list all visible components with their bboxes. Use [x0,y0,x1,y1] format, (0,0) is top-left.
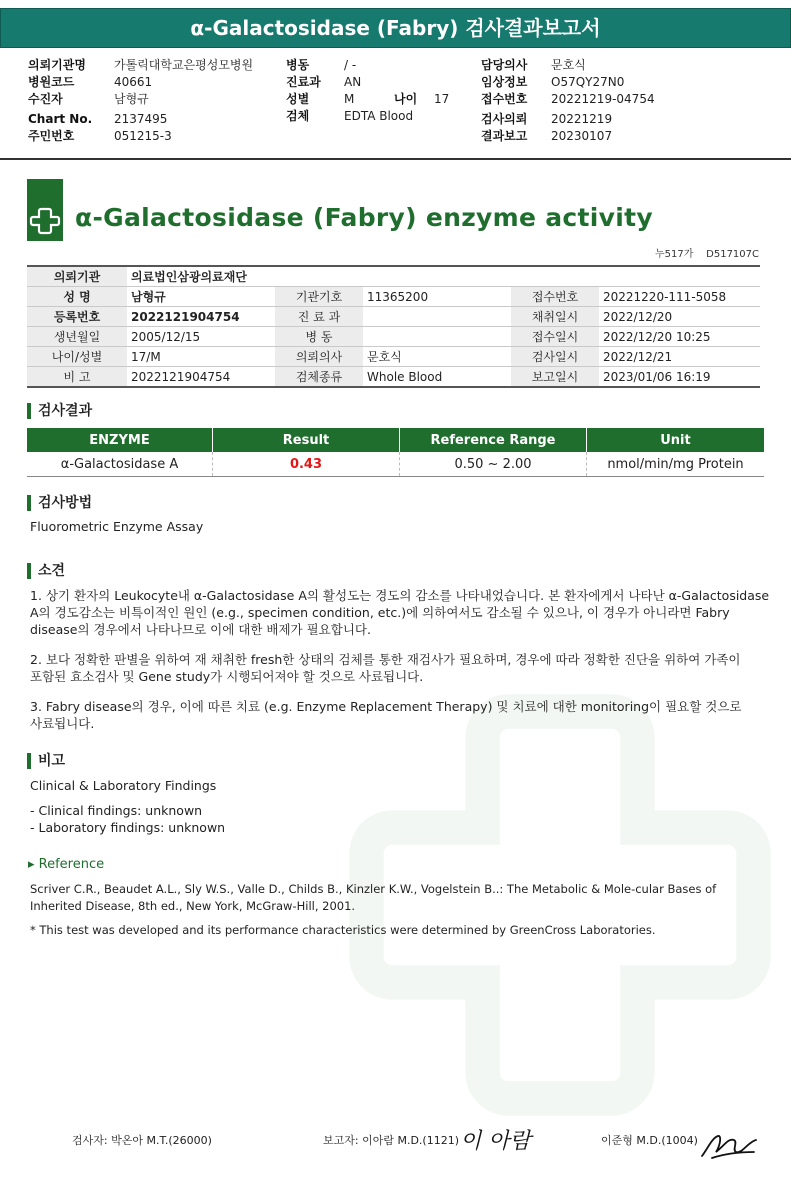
institution-cell-label: 의뢰기관 [27,266,127,287]
director-signature-label: 이준형 M.D.(1004) [601,1134,698,1147]
code-right: D517107C [706,249,759,260]
range-cell: 0.50 ~ 2.00 [400,452,587,477]
finding-1-line-2: A의 경도감소는 비특이적인 원인 (e.g., specimen condition, etc.)에 의하여서도 감소될 수 있으나, 이 경우가 아니라면 Fabry [30,605,730,620]
tester-signature-label: 검사자: 박온아 M.T.(26000) [72,1134,212,1147]
resident-no-label: 주민번호 [28,129,75,143]
note-value: 2022121904754 [127,367,275,388]
tested-label: 검사일시 [511,347,599,367]
specimen-label: 검체 [286,109,310,123]
remarks-heading: Clinical & Laboratory Findings [30,778,217,793]
header-divider [0,158,791,160]
header-range: Reference Range [400,428,587,452]
age-label: 나이 [394,92,418,106]
finding-2-line-1: 2. 보다 정확한 판별을 위하여 재 채취한 fresh한 상태의 검체를 통한 재검사가 필요하며, 경우에 따라 정확한 진단을 위하여 가족이 [30,652,741,667]
reg-label: 등록번호 [27,307,127,327]
header-enzyme: ENZYME [27,428,213,452]
patient-info-table [27,265,760,388]
reporter-handwritten-signature: 이 아람 [460,1129,531,1154]
header-col-3 [481,57,655,145]
finding-2 [30,651,741,685]
request-date-label: 검사의뢰 [481,112,528,126]
laboratory-findings: - Laboratory findings: unknown [30,820,226,835]
ward-value: / - [344,58,357,72]
dob-label: 생년월일 [27,327,127,347]
method-text: Fluorometric Enzyme Assay [30,519,204,534]
table-row [27,327,760,347]
reference-line-2: Inherited Disease, 8th ed., New York, McGraw-Hill, 2001. [30,899,356,913]
doctor-value: 문호식 [551,58,586,72]
reported-label: 보고일시 [511,367,599,388]
chart-no-value: 2137495 [114,112,168,126]
dept-value [363,307,511,327]
lab-logo [27,179,63,241]
sex-value: M [344,92,355,106]
inst-code-value: 11365200 [363,287,511,307]
table-row [27,266,760,287]
hospital-code-label: 병원코드 [28,75,75,89]
reference-line-1: Scriver C.R., Beaudet A.L., Sly W.S., Valle D., Childs B., Kinzler K.W., Vogelstein B..: The Metabolic & Mole-cular Bases of [30,882,717,896]
reported-value: 2023/01/06 16:19 [599,367,760,388]
institution-cell-value: 의료법인삼광의료재단 [127,266,760,287]
hospital-code-value: 40661 [114,75,153,89]
reference-heading: ▸ Reference [28,857,105,872]
code-left: 누517가 [655,249,694,260]
reg-value: 2022121904754 [127,307,275,327]
sex-label: 성별 [286,92,310,106]
note-label: 비 고 [27,367,127,388]
report-header-title: α-Galactosidase (Fabry) 검사결과보고서 [0,8,791,48]
age-value: 17 [434,92,450,106]
ward-value-cell [363,327,511,347]
table-row [27,452,764,477]
finding-1-line-1: 1. 상기 환자의 Leukocyte내 α-Galactosidase A의 활성도는 경도의 감소를 나타내었습니다. 본 환자에게서 나타난 α-Galactosidase [30,588,770,603]
doctor-label: 담당의사 [481,58,528,72]
director-signature-mark [698,1128,760,1164]
header-col-2 [286,57,449,125]
report-codes [655,245,759,260]
name-value: 남형규 [127,287,275,307]
collect-value: 2022/12/20 [599,307,760,327]
department-value: AN [344,75,362,89]
ward-label-cell: 병 동 [275,327,363,347]
department-label: 진료과 [286,75,321,89]
specimen-value: EDTA Blood [344,109,414,123]
request-date-value: 20221219 [551,112,613,126]
table-row [27,367,760,388]
finding-2-line-2: 포함된 효소검사 및 Gene study가 시행되어져야 할 것으로 사료됩니다. [30,669,424,684]
receipt-value: 20221220-111-5058 [599,287,760,307]
name-label: 성 명 [27,287,127,307]
specimen-type-label: 검체종류 [275,367,363,388]
header-result: Result [213,428,400,452]
clinical-info-label: 임상정보 [481,75,528,89]
table-row [27,307,760,327]
patient-value: 남형규 [114,92,149,106]
received-label: 접수일시 [511,327,599,347]
clinical-info-value: O57QY27N0 [551,75,625,89]
dob-value: 2005/12/15 [127,327,275,347]
doctor-label-cell: 의뢰의사 [275,347,363,367]
patient-label: 수진자 [28,92,63,106]
findings-section-heading: 소견 [27,563,65,579]
report-date-value: 20230107 [551,129,613,143]
remarks-section-heading: 비고 [27,753,65,769]
institution-label: 의뢰기관명 [28,58,86,72]
inst-code-label: 기관기호 [275,287,363,307]
clinical-findings: - Clinical findings: unknown [30,803,203,818]
reference-citation [30,881,716,915]
dept-label: 진 료 과 [275,307,363,327]
ward-label: 병동 [286,58,310,72]
header-col-1 [28,57,253,145]
result-table [27,428,764,477]
agesex-label: 나이/성별 [27,347,127,367]
unit-cell: nmol/min/mg Protein [587,452,765,477]
finding-1-line-3: disease의 경우에서 나타나므로 이에 대한 배제가 필요합니다. [30,622,371,637]
enzyme-cell: α-Galactosidase A [27,452,213,477]
method-section-heading: 검사방법 [27,495,92,511]
receipt-no-label: 접수번호 [481,92,528,106]
reporter-signature-label: 보고자: 이아람 M.D.(1121) [323,1134,459,1147]
reference-note: * This test was developed and its performance characteristics were determined by GreenCross Laboratories. [30,923,656,937]
tested-value: 2022/12/21 [599,347,760,367]
finding-3-line-1: 3. Fabry disease의 경우, 이에 따른 치료 (e.g. Enzyme Replacement Therapy) 및 치료에 대한 monitoring이 필요할 것으로 [30,699,742,714]
remarks-list [30,802,225,836]
specimen-type-value: Whole Blood [363,367,511,388]
received-value: 2022/12/20 10:25 [599,327,760,347]
table-row [27,287,760,307]
finding-1 [30,587,769,638]
cross-logo-icon [29,205,61,237]
report-title: α-Galactosidase (Fabry) enzyme activity [75,203,653,232]
table-row [27,347,760,367]
collect-label: 채취일시 [511,307,599,327]
report-date-label: 결과보고 [481,129,528,143]
table-header-row [27,428,764,452]
chart-no-label: Chart No. [28,112,93,126]
doctor-value-cell: 문호식 [363,347,511,367]
header-unit: Unit [587,428,765,452]
result-cell: 0.43 [213,452,400,477]
finding-3-line-2: 사료됩니다. [30,716,95,731]
result-section-heading: 검사결과 [27,403,92,419]
institution-value: 가톨릭대학교은평성모병원 [114,58,254,72]
agesex-value: 17/M [127,347,275,367]
finding-3 [30,698,742,732]
receipt-label: 접수번호 [511,287,599,307]
resident-no-value: 051215-3 [114,129,172,143]
receipt-no-value: 20221219-04754 [551,92,655,106]
